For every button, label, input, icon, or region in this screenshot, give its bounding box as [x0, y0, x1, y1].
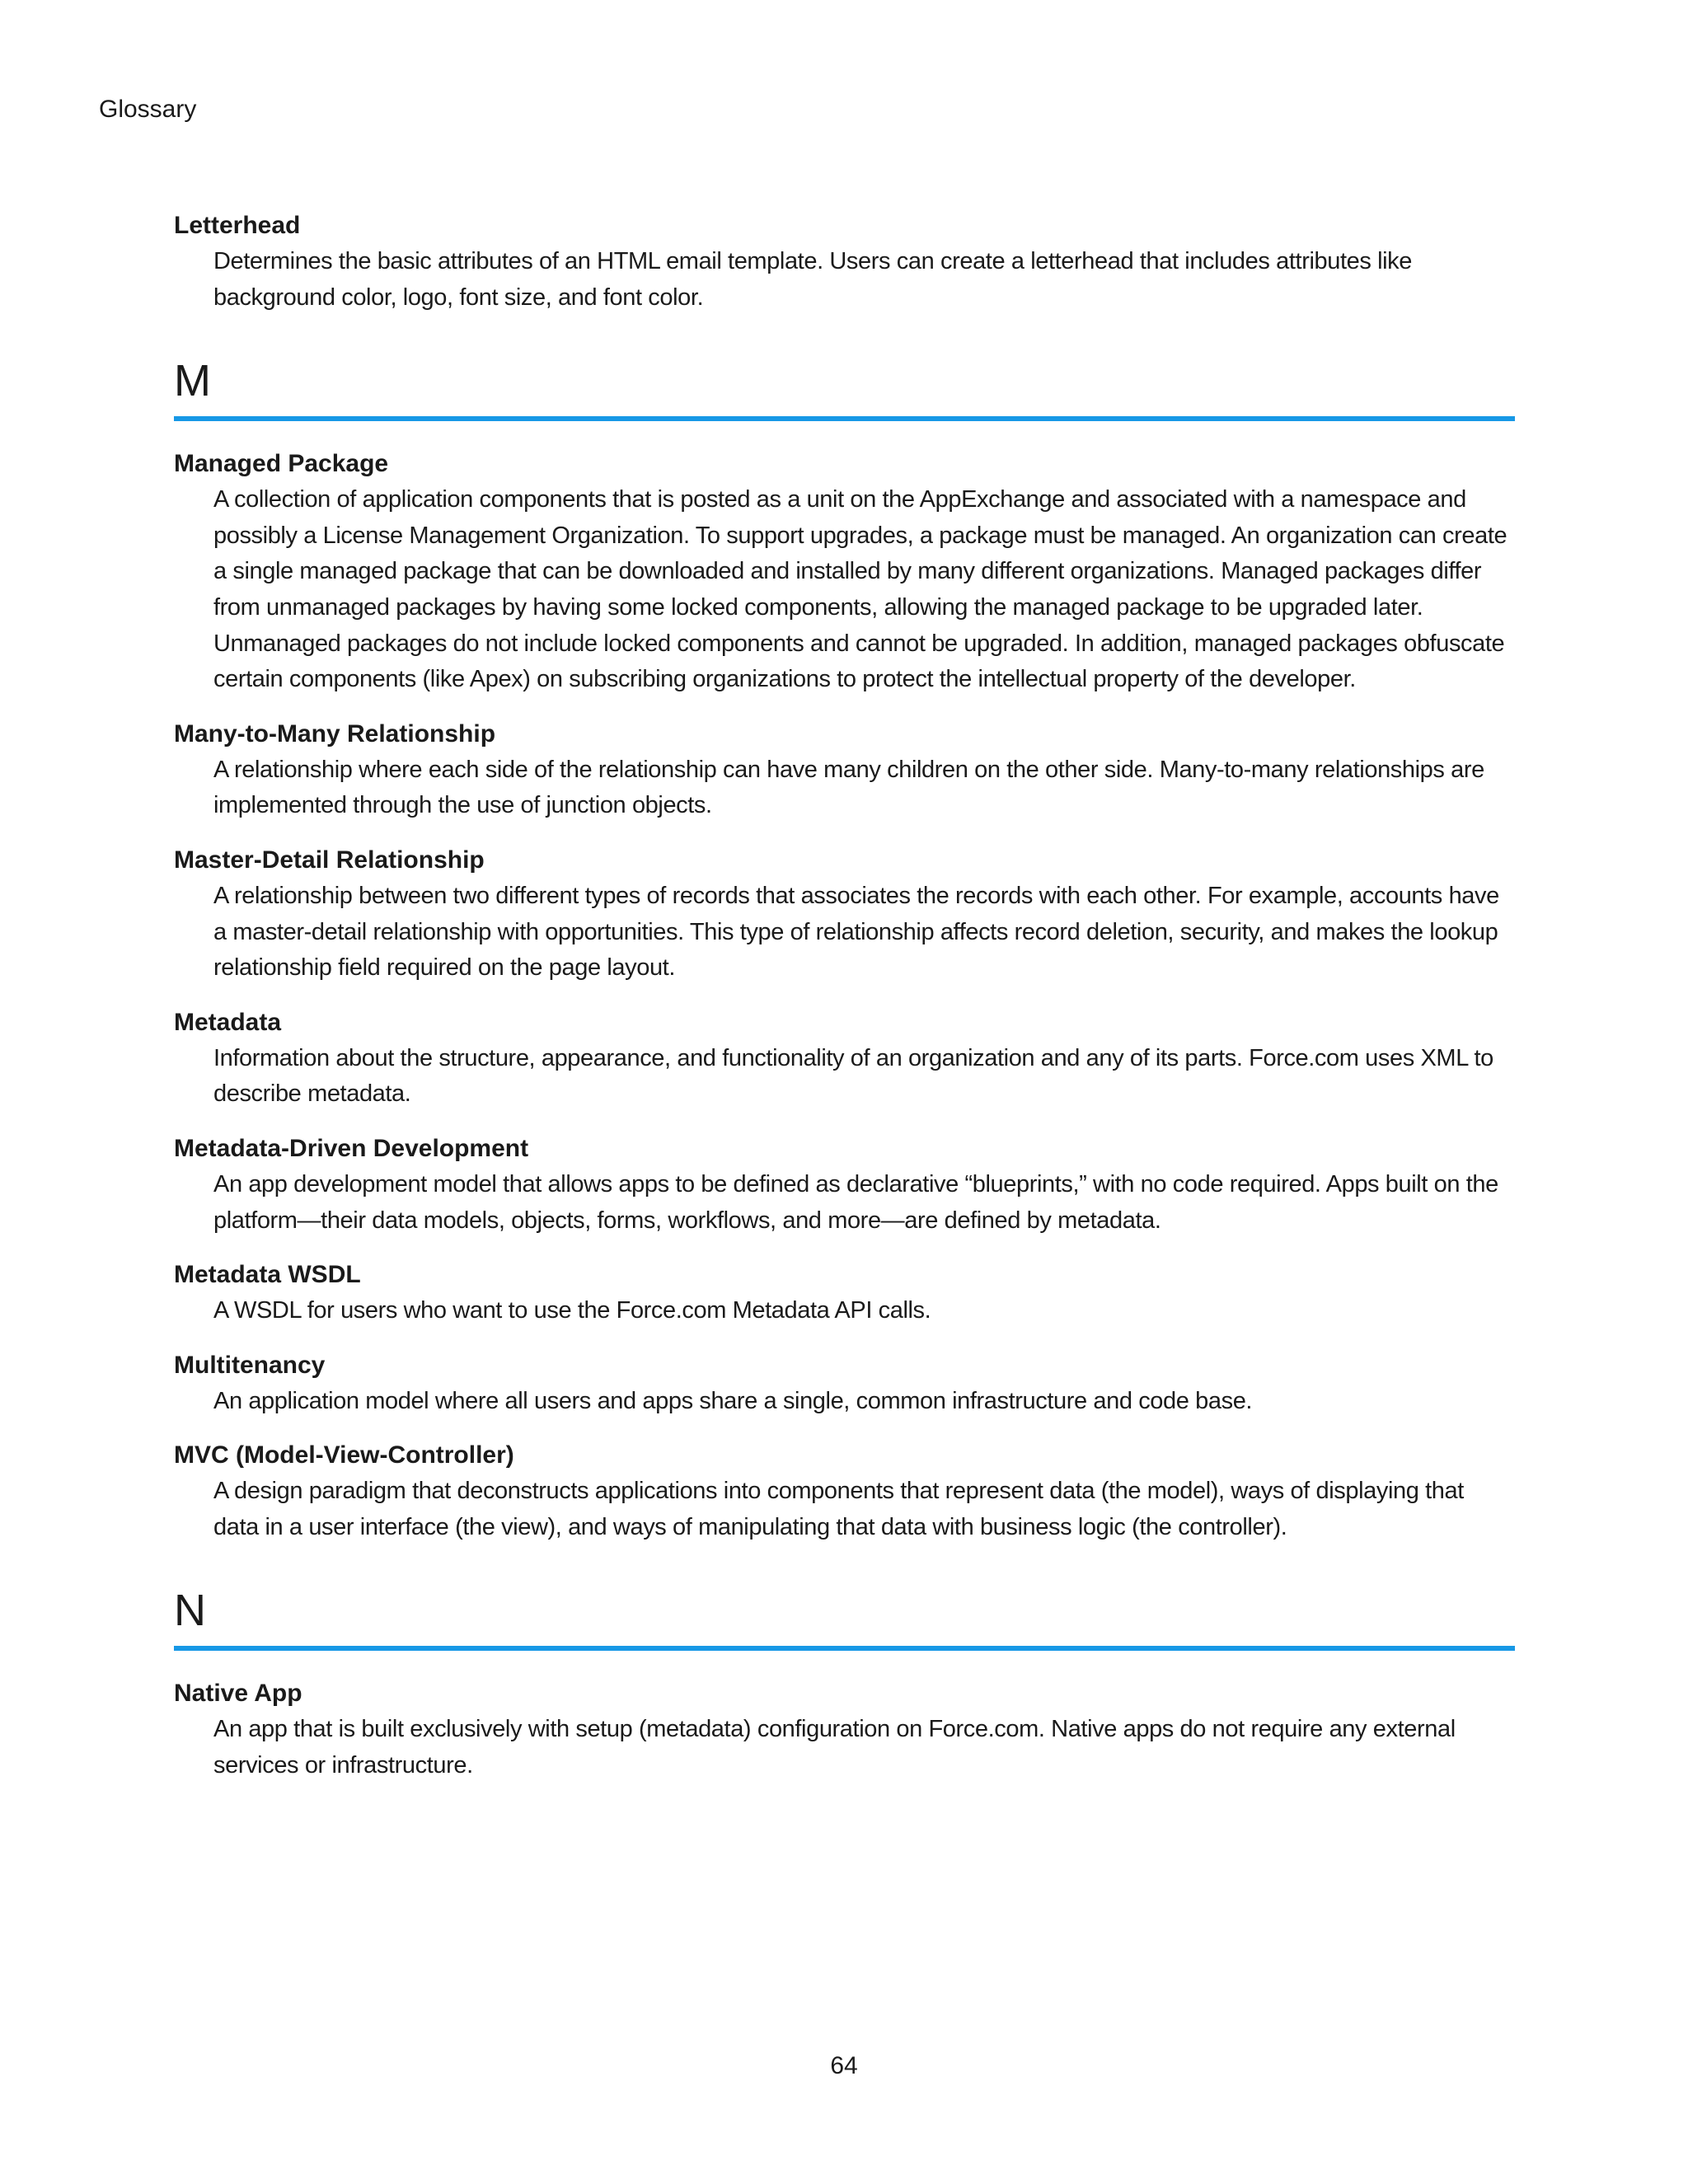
glossary-definition: A relationship between two different types of records that associates the records with each other. For example, accounts have a master-detail relationship with opportunities. This type of relationship affects record deletion, security, and makes the lookup relationship field required on the page layout. [213, 882, 1499, 982]
glossary-entry [174, 208, 1515, 316]
glossary-definition: A relationship where each side of the relationship can have many children on the other side. Many-to-many relationships are implemented through the use of junction objects. [213, 756, 1484, 819]
glossary-definition: An app that is built exclusively with setup (metadata) configuration on Force.com. Native apps do not require any external services or infrastructure. [213, 1716, 1456, 1779]
running-header: Glossary [99, 96, 197, 123]
glossary-definition: An application model where all users and apps share a single, common infrastructure and code base. [213, 1387, 1253, 1414]
glossary-definition: An app development model that allows apps to be defined as declarative “blueprints,” with no code required. Apps built on the platform—their data models, objects, forms, workflows, and more—are defined by metadata. [213, 1170, 1498, 1234]
glossary-term: Letterhead [174, 212, 301, 239]
section-divider [174, 1646, 1515, 1651]
section-divider [174, 416, 1515, 421]
section-letter: N [174, 1586, 206, 1636]
glossary-definition: A collection of application components that is posted as a unit on the AppExchange and associated with a namespace and possibly a License Management Organization. To support upgrades, a package must be managed. An organization can create a single managed package that can be downloaded and installed by many different organizations. Managed packages differ from unmanaged packages by having some locked components, allowing the managed package to be upgraded later. Unmanaged packages do not include locked components and cannot be upgraded. In addition, managed packages obfuscate certain components (like Apex) on subscribing organizations to protect the intellectual property of the developer. [213, 486, 1507, 693]
glossary-term: Metadata WSDL [174, 1261, 361, 1289]
glossary-term: Metadata-Driven Development [174, 1134, 529, 1162]
glossary-term: Many-to-Many Relationship [174, 719, 496, 748]
glossary-definition: A design paradigm that deconstructs applications into components that represent data (the model), ways of displaying that data in a user interface (the view), and ways of manipulating that data with business logic (the controller). [213, 1478, 1464, 1540]
section-header-m [174, 355, 1515, 421]
glossary-definition: Information about the structure, appearance, and functionality of an organization and any of its parts. Force.com uses XML to describe metadata. [213, 1044, 1493, 1108]
glossary-entry [174, 1005, 1515, 1113]
glossary-term: Multitenancy [174, 1351, 326, 1379]
section-header-n [174, 1585, 1515, 1651]
glossary-entry [174, 716, 1515, 824]
glossary-term: Master-Detail Relationship [174, 846, 485, 874]
glossary-content [174, 208, 1515, 1802]
glossary-term: MVC (Model-View-Controller) [174, 1441, 514, 1469]
glossary-definition: Determines the basic attributes of an HTML email template. Users can create a letterhead that includes attributes like background color, logo, font size, and font color. [213, 248, 1413, 311]
glossary-entry [174, 842, 1515, 987]
section-letter: M [174, 356, 211, 406]
glossary-entry [174, 446, 1515, 698]
glossary-term: Managed Package [174, 450, 389, 478]
glossary-definition: A WSDL for users who want to use the Force.com Metadata API calls. [213, 1297, 931, 1324]
glossary-term: Metadata [174, 1008, 282, 1036]
glossary-entry [174, 1257, 1515, 1329]
glossary-entry [174, 1131, 1515, 1239]
glossary-term: Native App [174, 1680, 302, 1708]
page-number: 64 [830, 2052, 858, 2079]
glossary-entry [174, 1437, 1515, 1545]
glossary-entry [174, 1675, 1515, 1783]
glossary-entry [174, 1347, 1515, 1420]
